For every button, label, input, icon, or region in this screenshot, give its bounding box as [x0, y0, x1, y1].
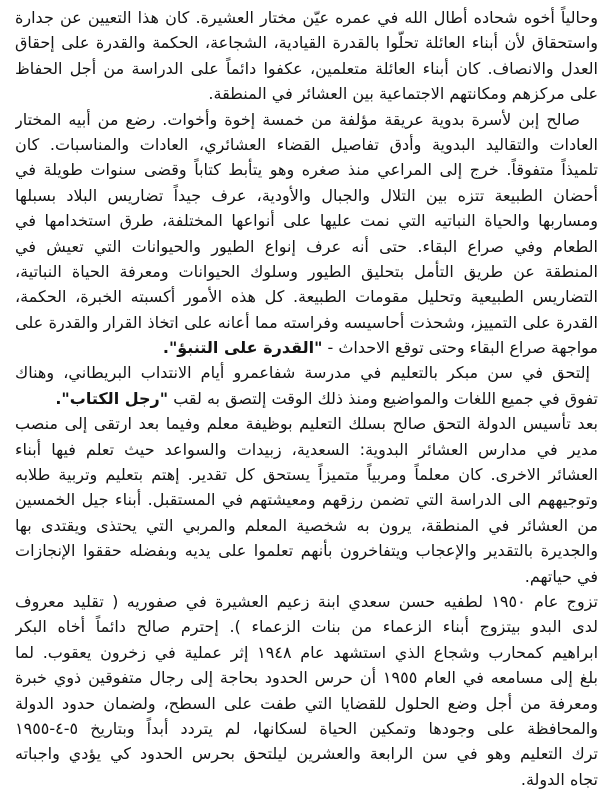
text-line: في حياتهم.	[524, 566, 598, 586]
text-line: تجاه الدولة.	[520, 769, 598, 789]
text-line: وحالياً أخوه شحاده أطال الله في عمره عيّن مختار العشيرة. كان هذا التعيين عن جدارة	[15, 8, 598, 27]
text-line: العشائر الاخرى. كان معلماً ومربياً متميزاً يستحق كل تقدير. إهتم بتعليم وتربية طلابه	[15, 465, 598, 485]
paragraph	[15, 107, 598, 361]
text-line: لدى البدو بيتزوج أبناء الزعماء من بنات الزعماء ). إحترم صالح دائماً أخاه البكر	[15, 617, 598, 637]
document-page	[15, 5, 598, 792]
text-line: الطعام وفي صراع البقاء. حتى أنه عرف إنواع الطيور والحيوانات التي تعيش في	[15, 236, 598, 256]
text-line-plain: تفوق في جميع اللغات والمواضيع ومنذ ذلك الوقت إلتصق به لقب	[168, 388, 598, 408]
text-line: ومساربها والحياة النباتيه التي نمت عليها على أنواعها المختلفة، طرق استخدامها في	[15, 211, 598, 231]
text-line: العدل والانصاف. كان أبناء العائلة متعلمين، عكفوا دائماً على الدراسة من أجل الحفاظ	[15, 58, 598, 78]
text-line: تلميذاً متفوقاً. خرج إلى المراعي منذ صغره وهو يتأبط كتاباً وقضى سنوات طويلة في	[15, 160, 598, 180]
text-line: والجديرة بالتقدير والإعجاب ويتفاخرون بأنهم تعلموا على يديه وبفضله حققوا الإنجازات	[15, 541, 598, 561]
text-line: بعد تأسيس الدولة التحق صالح بسلك التعليم بوظيفة معلم وفيما بعد ارتقى إلى منصب	[15, 414, 598, 434]
text-line: من العشائر في المنطقة، يرون به شخصية المعلم والمربي التي يحتذى ويقتدى بها	[15, 515, 598, 535]
text-line: والمحافظة على وجودها وتمكين الحياة لسكانها، لم يتردد أبداً وبتاريخ ٥-٤-١٩٥٥	[15, 718, 598, 738]
text-line: على مركزهم ومكانتهم الاجتماعية بين العشائر في المنطقة.	[208, 84, 598, 104]
text-line: واستحقاق لأن أبناء العائلة تحلّوا بالقدرة القيادية، الشجاعة، الحكمة والقدرة على إحقاق	[15, 33, 598, 53]
text-line	[15, 386, 598, 411]
paragraph	[15, 589, 598, 792]
text-line: ترك التعليم وهو في سن الرابعة والعشرين ليلتحق بحرس الحدود كي يؤدي واجباته	[15, 744, 598, 764]
paragraph	[15, 411, 598, 589]
text-line: مدير في مدارس العشائر البدوية: السعدية، زبيدات والسواعد حيث تعلم فيها أبناء	[15, 439, 598, 459]
bold-quote: "رجل الكتاب".	[55, 388, 169, 408]
text-line: إلتحق في سن مبكر بالتعليم في مدرسة شفاعمرو أيام الانتداب البريطاني، وهناك	[15, 363, 590, 383]
text-line: المنطقة عن طريق التأمل بتحليق الطيور وسلوك الحيوانات ومعرفة الحياة النباتية،	[15, 261, 598, 281]
paragraph	[15, 5, 598, 107]
text-line: تزوج عام ١٩٥٠ لطفيه حسن سعدي ابنة زعيم العشيرة في صفوريه ( تقليد معروف	[15, 591, 598, 611]
text-line: ابراهيم كمحارب وشجاع الذي استشهد عام ١٩٤٨ إثر عملية في زخرون يعقوب. لما	[15, 642, 598, 662]
text-line: بلغ إلى مسامعه في العام ١٩٥٥ أن حرس الحدود بحاجة إلى رجال متفوقين ذوي خبرة	[15, 668, 598, 688]
text-line-plain: مواجهة صراع البقاء وحتى توقع الاحداث -	[322, 338, 598, 358]
text-line: التضاريس الطبيعية وتحليل مقومات الطبيعة. كل هذه الأمور أكسبته الخبرة، الحكمة،	[15, 287, 598, 307]
text-line: صالح إبن لأسرة بدوية عريقة مؤلفة من خمسة إخوة وأخوات. رضع من أبيه المختار	[15, 109, 580, 129]
bold-quote: "القدرة على التنبؤ".	[162, 338, 323, 358]
text-line	[15, 335, 598, 360]
text-line: وتوجيههم الى الدراسة التي تضمن رزقهم ومعيشتهم في المستقبل. أبناء جيل الخمسين	[15, 490, 598, 510]
text-line: القدرة على التمييز، وشحذت أحاسيسه وفراسته مما أعانه على اتخاذ القرار والقدرة على	[15, 312, 598, 332]
text-line: ومعرفة من أجل وضع الحلول للقضايا التي طفت على السطح، ولضمان حدود الدولة	[15, 693, 598, 713]
text-line: العادات والتقاليد البدوية وأدق تفاصيل القضاء العشائري، العادات والمناسبات. كان	[15, 134, 598, 154]
text-line: أحضان الطبيعة تتزه بين التلال والجبال والأودية، عرف جيداً تضاريس البلاد بسبلها	[15, 185, 598, 205]
paragraph	[15, 360, 598, 411]
